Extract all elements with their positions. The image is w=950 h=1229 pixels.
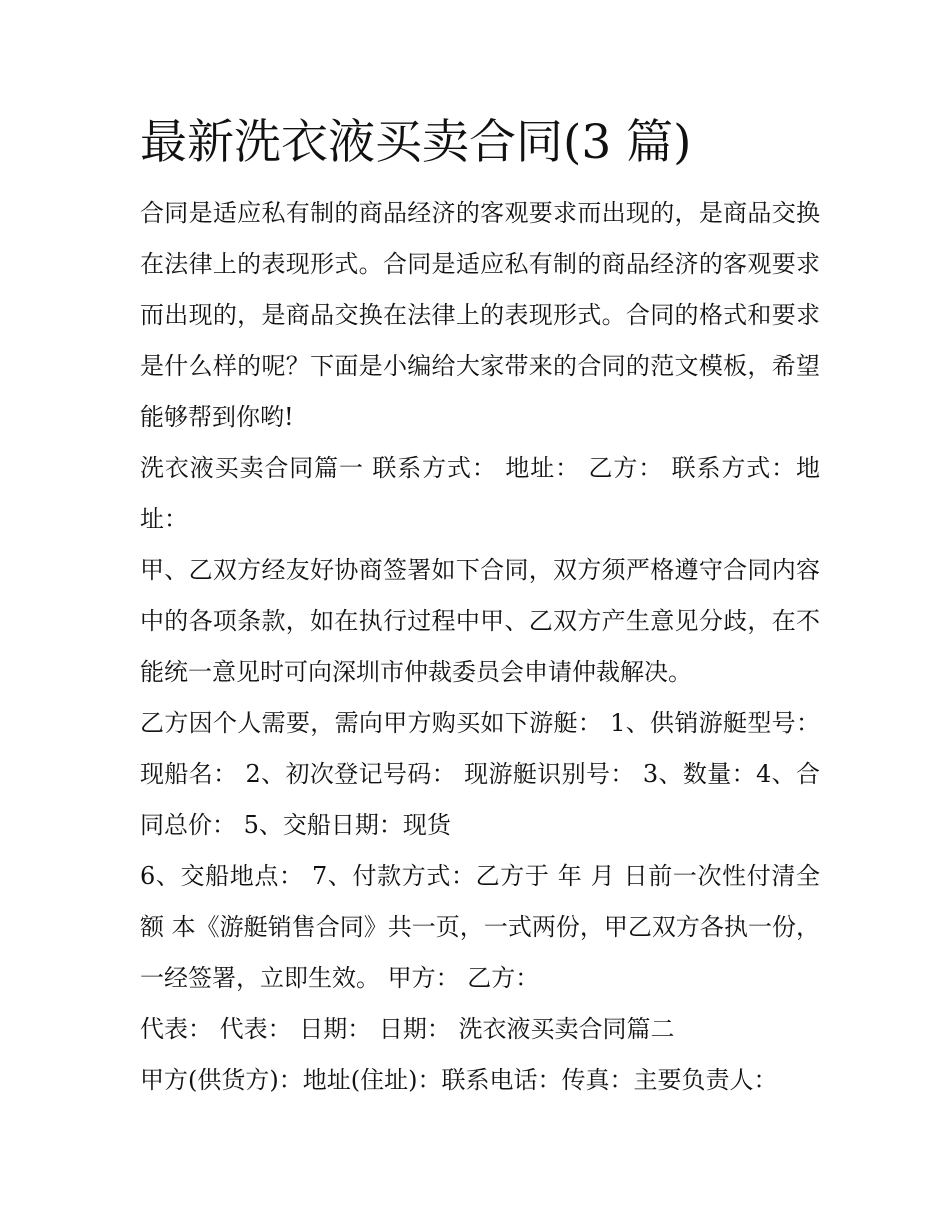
paragraph-delivery-payment: 6、交船地点： 7、付款方式：乙方于 年 月 日前一次性付清全额 本《游艇销售合同》共一页，一式两份，甲乙双方各执一份，一经签署，立即生效。 甲方： 乙方： — [140, 862, 820, 992]
paragraph-intro: 合同是适应私有制的商品经济的客观要求而出现的，是商品交换在法律上的表现形式。合同是适应私有制的商品经济的客观要求而出现的，是商品交换在法律上的表现形式。合同的格式和要求是什么样的呢？下面是小编给大家带来的合同的范文模板，希望能够帮到你哟! — [140, 199, 820, 431]
paragraph-supplier-info: 甲方(供货方)：地址(住址)：联系电话：传真：主要负责人： — [140, 1066, 778, 1094]
paragraph-purchase-items: 乙方因个人需要，需向甲方购买如下游艇： 1、供销游艇型号： 现船名： 2、初次登记号码： 现游艇识别号： 3、数量：4、合同总价： 5、交船日期：现货 — [140, 709, 820, 839]
document-body — [140, 112, 820, 1106]
paragraph-agreement-terms: 甲、乙双方经友好协商签署如下合同，双方须严格遵守合同内容中的各项条款，如在执行过程中甲、乙双方产生意见分歧，在不能统一意见时可向深圳市仲裁委员会申请仲裁解决。 — [140, 556, 820, 686]
document-title: 最新洗衣液买卖合同(3 篇) — [140, 115, 692, 170]
paragraph-contract-one-header: 洗衣液买卖合同篇一 联系方式： 地址： 乙方： 联系方式：地址： — [140, 454, 820, 533]
paragraph-signatures: 代表： 代表： 日期： 日期： 洗衣液买卖合同篇二 — [140, 1015, 675, 1043]
